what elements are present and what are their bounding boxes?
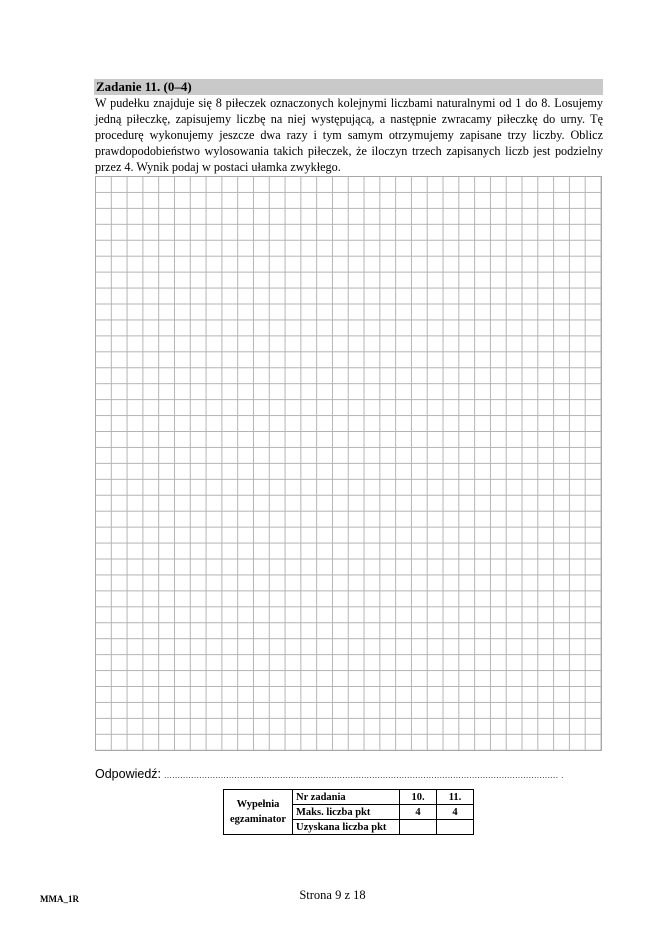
obtained-points-10[interactable] (400, 820, 437, 835)
row-label-max-points: Maks. liczba pkt (293, 805, 400, 820)
obtained-points-11[interactable] (437, 820, 474, 835)
answer-grid[interactable] (95, 176, 602, 751)
task-number-10: 10. (400, 790, 437, 805)
max-points-11: 4 (437, 805, 474, 820)
task-text: W pudełku znajduje się 8 piłeczek oznaczonych kolejnymi liczbami naturalnymi od 1 do 8. Losujemy jedną piłeczkę, zapisujemy liczbę na niej występującą, a następnie zwracamy piłeczkę do urny. Tę procedurę wykonujemy jeszcze dwa razy i tym samym otrzymujemy zapisane trzy liczby. Oblicz prawdopodobieństwo wylosowania takich piłeczek, że iloczyn trzech zapisanych liczb jest podzielny przez 4. Wynik podaj w postaci ułamka zwykłego. (95, 96, 603, 174)
answer-dots[interactable]: .................................................................................................................................................. . (164, 770, 564, 780)
table-row (224, 790, 474, 805)
task-number-11: 11. (437, 790, 474, 805)
task-header: Zadanie 11. (0–4) (94, 79, 603, 95)
exam-code: MMA_1R (40, 894, 79, 904)
max-points-10: 4 (400, 805, 437, 820)
page-number: Strona 9 z 18 (299, 888, 366, 902)
answer-label: Odpowiedź: (95, 767, 162, 781)
answer-line (95, 766, 605, 783)
fill-label-cell: Wypełnia egzaminator (224, 790, 293, 835)
score-table (223, 789, 474, 835)
row-label-task-number: Nr zadania (293, 790, 400, 805)
row-label-obtained-points: Uzyskana liczba pkt (293, 820, 400, 835)
